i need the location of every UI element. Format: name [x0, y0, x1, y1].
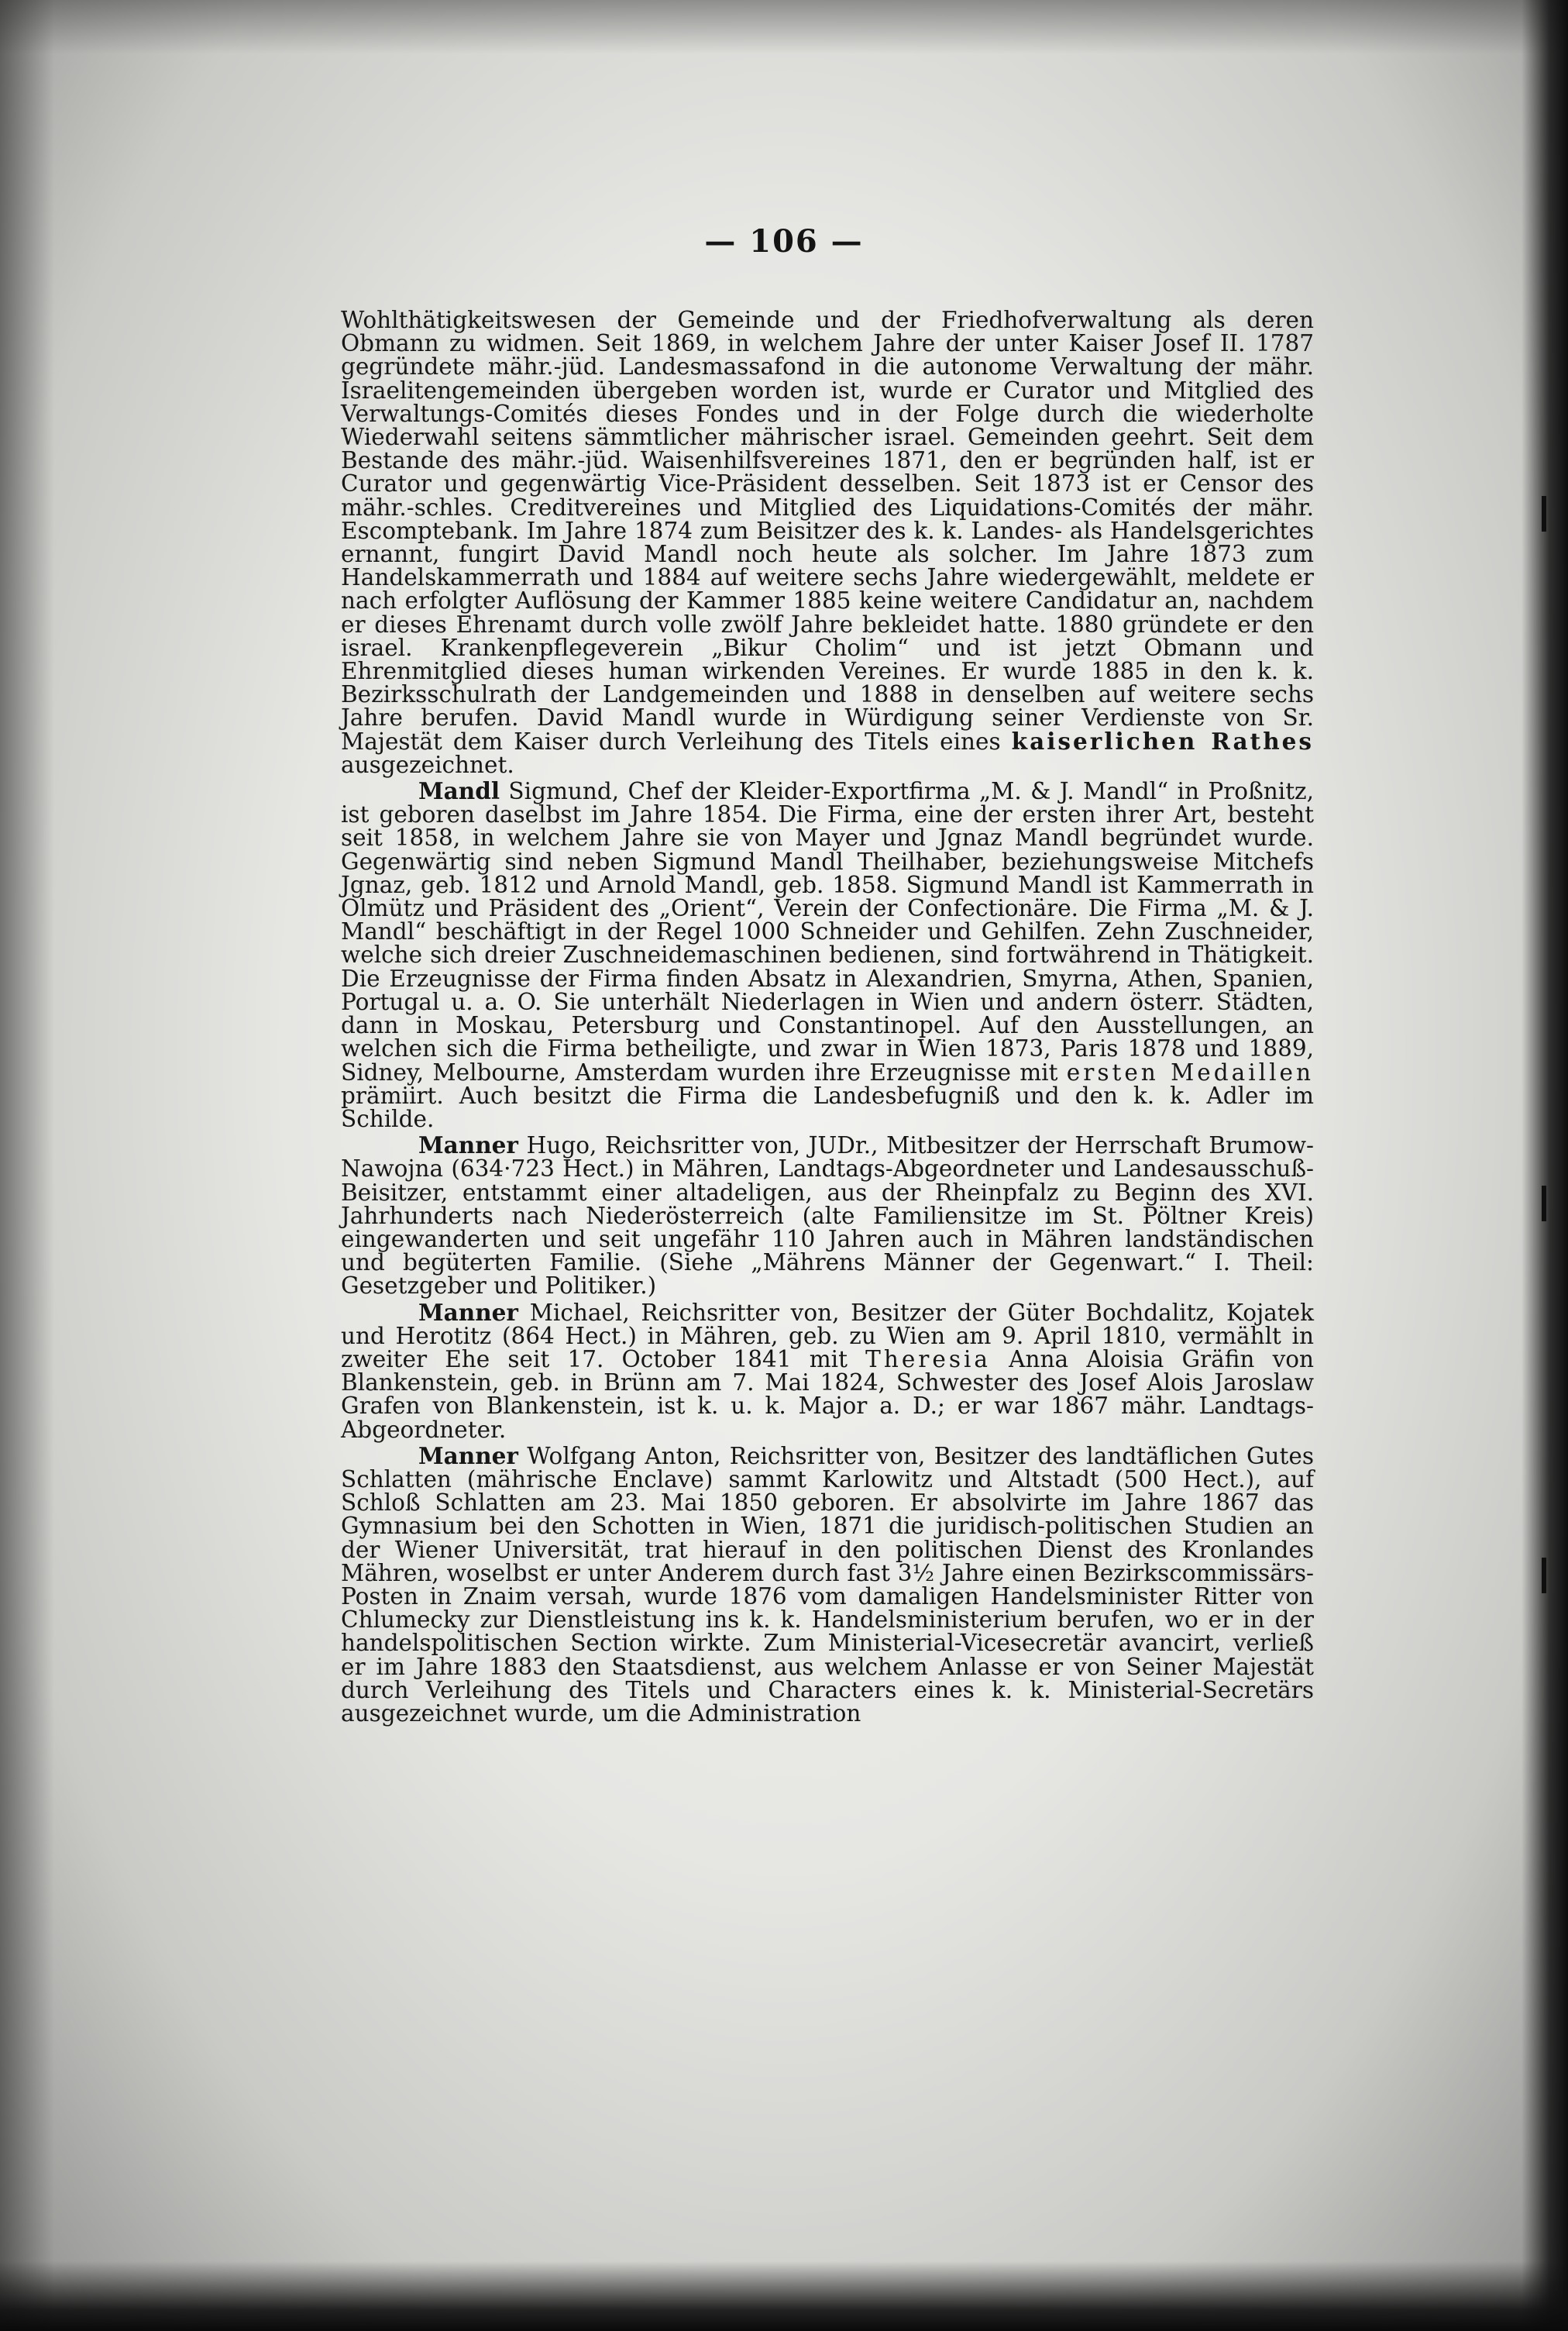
- paragraph-text: Wohlthätigkeitswesen der Gemeinde und der Friedhofverwaltung als deren Obmann zu widmen. Seit 1869, in welchem Jahre der unter Kaiser Josef II. 1787 gegründete mähr.-jüd. Landesmassafond in die autonome Verwaltung der mähr. Israelitengemeinden übergeben worden ist, wurde er Curator und Mitglied des Verwaltungs-Comités dieses Fondes und in der Folge durch die wiederholte Wiederwahl seitens sämmtlicher mährischer israel. Gemeinden geehrt. Seit dem Bestande des mähr.-jüd. Waisenhilfsvereines 1871, den er begründen half, ist er Curator und gegenwärtig Vice-Präsident desselben. Seit 1873 ist er Censor des mähr.-schles. Creditvereines und Mitglied des Liquidations-Comités der mähr. Escomptebank. Im Jahre 1874 zum Beisitzer des k. k. Landes- als Handelsgerichtes ernannt, fungirt David Mandl noch heute als solcher. Im Jahre 1873 zum Handelskammerrath und 1884 auf weitere sechs Jahre wiedergewählt, meldete er nach erfolgter Auflösung der Kammer 1885 keine weitere Candidatur an, nachdem er dieses Ehrenamt durch volle zwölf Jahre bekleidet hatte. 1880 gründete er den israel. Krankenpflegeverein „Bikur Cholim“ und ist jetzt Obmann und Ehrenmitglied dieses human wirkenden Vereines. Er wurde 1885 in den k. k. Bezirksschulrath der Landgemeinden und 1888 in denselben auf weitere sechs Jahre berufen. David Mandl wurde in Würdigung seiner Verdienste von Sr. Majestät dem Kaiser durch Verleihung des Titels eines: [341, 307, 1314, 755]
- entry-text: Michael, Reichsritter von, Besitzer der Güter Bochdalitz, Kojatek und Herotitz (864 Hect.) in Mähren, geb. zu Wien am 9. April 1810, vermählt in zweiter Ehe seit 17. October 1841 mit: [341, 1299, 1314, 1372]
- page-shadow-left: [0, 0, 54, 2331]
- page-shadow-bottom: [0, 2261, 1568, 2331]
- page-number: — 106 —: [704, 223, 864, 260]
- entry-text: Hugo, Reichsritter von, JUDr., Mitbesitzer der Herrschaft Brumow-Nawojna (634·723 Hect.) in Mähren, Landtags-Abgeordneter und Landesausschuß-Beisitzer, entstammt einer altadeligen, aus der Rheinpfalz zu Beginn des XVI. Jahrhunderts nach Niederösterreich (alte Familiensitze im St. Pöltner Kreis) eingewanderten und seit ungefähr 110 Jahren auch in Mähren landständischen und begüterten Familie. (Siehe „Mährens Männer der Gegenwart.“ I. Theil: Gesetzgeber und Politiker.): [341, 1132, 1314, 1300]
- margin-mark: [1542, 1186, 1546, 1221]
- margin-mark: [1542, 496, 1546, 532]
- entry-surname: Manner: [418, 1131, 518, 1159]
- entry-surname: Mandl: [418, 777, 500, 805]
- entry-michael-manner: [341, 1298, 1314, 1443]
- margin-mark: [1542, 1558, 1546, 1593]
- page-shadow-top: [0, 0, 1568, 54]
- emphasized-phrase: ersten Medaillen: [1066, 1059, 1314, 1086]
- body-text: [341, 308, 1314, 1728]
- entry-sigmund-mandl: [341, 777, 1314, 1132]
- entry-text: Sigmund, Chef der Kleider-Exportfirma „M. & J. Mandl“ in Proßnitz, ist geboren daselbst im Jahre 1854. Die Firma, eine der ersten ihrer Art, besteht seit 1858, in welchem Jahre sie von Mayer und Jgnaz Mandl begründet wurde. Gegenwärtig sind neben Sigmund Mandl Theilhaber, beziehungsweise Mitchefs Jgnaz, geb. 1812 und Arnold Mandl, geb. 1858. Sigmund Mandl ist Kammerrath in Olmütz und Präsident des „Orient“, Verein der Confectionäre. Die Firma „M. & J. Mandl“ beschäftigt in der Regel 1000 Schneider und Gehilfen. Zehn Zuschneider, welche sich dreier Zuschneidemaschinen bedienen, sind fortwährend in Thätigkeit. Die Erzeugnisse der Firma finden Absatz in Alexandrien, Smyrna, Athen, Spanien, Portugal u. a. O. Sie unterhält Niederlagen in Wien und andern österr. Städten, dann in Moskau, Petersburg und Constantinopel. Auf den Ausstellungen, an welchen sich die Firma betheiligte, und zwar in Wien 1873, Paris 1878 und 1889, Sidney, Melbourne, Amsterdam wurden ihre Erzeugnisse mit: [341, 778, 1314, 1086]
- page-shadow-right: [1522, 0, 1568, 2331]
- entry-hugo-manner: [341, 1131, 1314, 1300]
- entry-tail: Anna Aloisia Gräfin von Blankenstein, geb. in Brünn am 7. Mai 1824, Schwester des Josef Alois Jaroslaw Grafen von Blankenstein, ist k. u. k. Major a. D.; er war 1867 mähr. Landtags-Abgeordneter.: [341, 1345, 1314, 1443]
- paragraph-tail: ausgezeichnet.: [341, 751, 514, 778]
- entry-surname: Manner: [418, 1441, 518, 1469]
- entry-tail: prämiirt. Auch besitzt die Firma die Landesbefugniß und den k. k. Adler im Schilde.: [341, 1082, 1314, 1132]
- emphasized-title: kaiserlichen Rathes: [1011, 727, 1315, 755]
- entry-surname: Manner: [418, 1298, 518, 1326]
- paragraph-david-mandl-continued: [341, 308, 1314, 776]
- entry-wolfgang-anton-manner: [341, 1441, 1314, 1727]
- entry-text: Wolfgang Anton, Reichsritter von, Besitzer des landtäflichen Gutes Schlatten (mährische Enclave) sammt Karlowitz und Altstadt (500 Hect.), auf Schloß Schlatten am 23. Mai 1850 geboren. Er absolvirte im Jahre 1867 das Gymnasium bei den Schotten in Wien, 1871 die juridisch-politischen Studien an der Wiener Universität, trat hierauf in den politischen Dienst des Kronlandes Mähren, woselbst er unter Anderem durch fast 3½ Jahre einen Bezirkscommissärs-Posten in Znaim versah, wurde 1876 vom damaligen Handelsminister Ritter von Chlumecky zur Dienstleistung ins k. k. Handelsministerium berufen, wo er in der handelspolitischen Section wirkte. Zum Ministerial-Vicesecretär avancirt, verließ er im Jahre 1883 den Staatsdienst, aus welchem Anlasse er von Seiner Majestät durch Verleihung des Titels und Characters eines k. k. Ministerial-Secretärs ausgezeichnet wurde, um die Administration: [341, 1442, 1314, 1727]
- emphasized-name: Theresia: [865, 1345, 991, 1372]
